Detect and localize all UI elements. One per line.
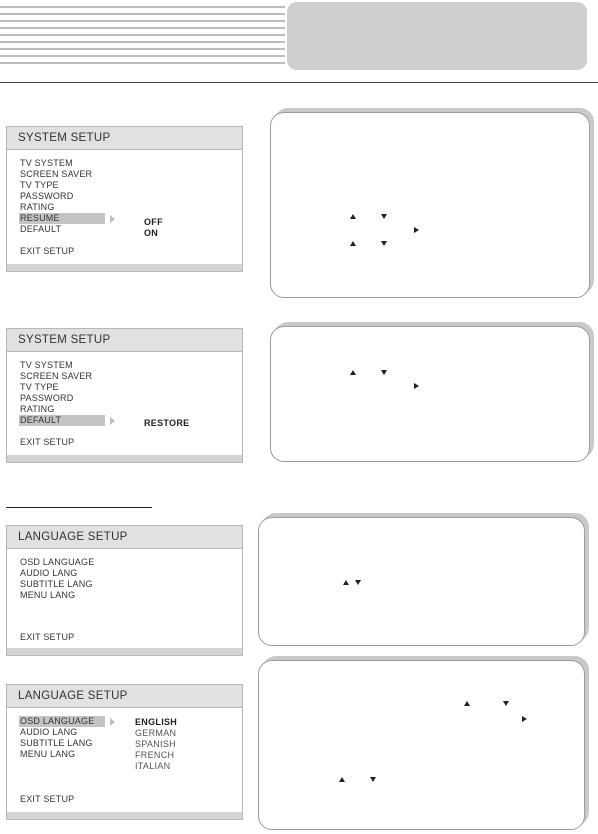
- note-panel-resume: [270, 112, 590, 298]
- menu-item-default[interactable]: DEFAULT: [20, 224, 62, 234]
- menu-item-menu-lang[interactable]: MENU LANG: [20, 749, 76, 759]
- menu-item-subtitle-lang[interactable]: SUBTITLE LANG: [20, 738, 93, 748]
- option-spanish[interactable]: SPANISH: [135, 739, 176, 749]
- down-arrow-icon: [355, 580, 361, 585]
- down-arrow-icon: [370, 777, 376, 782]
- right-arrow-icon: [414, 227, 419, 233]
- note-panel-default: [270, 326, 590, 462]
- menu-item-resume[interactable]: RESUME: [19, 213, 105, 224]
- option-english[interactable]: ENGLISH: [135, 717, 178, 727]
- up-arrow-icon: [339, 777, 345, 782]
- menu-item-tv-system[interactable]: TV SYSTEM: [20, 158, 73, 168]
- menu-item-tv-type[interactable]: TV TYPE: [20, 180, 59, 190]
- option-off[interactable]: OFF: [144, 217, 163, 227]
- menu-title: LANGUAGE SETUP: [7, 526, 242, 549]
- menu-item-screen-saver[interactable]: SCREEN SAVER: [20, 169, 93, 179]
- note-panel-osd: [258, 660, 585, 830]
- system-setup-menu-default: [6, 328, 243, 463]
- menu-item-screen-saver[interactable]: SCREEN SAVER: [20, 371, 93, 381]
- down-arrow-icon: [503, 701, 509, 706]
- menu-item-tv-system[interactable]: TV SYSTEM: [20, 360, 73, 370]
- menu-footer: [7, 455, 242, 462]
- menu-item-exit-setup[interactable]: EXIT SETUP: [20, 632, 75, 642]
- header-rule: [0, 82, 598, 83]
- menu-item-menu-lang[interactable]: MENU LANG: [20, 590, 76, 600]
- menu-item-osd-language[interactable]: OSD LANGUAGE: [20, 557, 95, 567]
- note-panel-language: [258, 517, 585, 646]
- menu-item-audio-lang[interactable]: AUDIO LANG: [20, 568, 78, 578]
- submenu-arrow-icon: [110, 718, 115, 726]
- menu-item-tv-type[interactable]: TV TYPE: [20, 382, 59, 392]
- header-stripes: [0, 6, 300, 66]
- option-italian[interactable]: ITALIAN: [135, 761, 171, 771]
- menu-item-osd-language[interactable]: OSD LANGUAGE: [19, 716, 105, 727]
- menu-title: LANGUAGE SETUP: [7, 685, 242, 708]
- up-arrow-icon: [464, 701, 470, 706]
- menu-item-exit-setup[interactable]: EXIT SETUP: [20, 437, 75, 447]
- menu-item-audio-lang[interactable]: AUDIO LANG: [20, 727, 78, 737]
- language-setup-menu: [6, 525, 243, 656]
- menu-item-default[interactable]: DEFAULT: [19, 415, 105, 426]
- right-arrow-icon: [522, 716, 527, 722]
- submenu-arrow-icon: [110, 215, 115, 223]
- menu-footer: [7, 264, 242, 271]
- menu-footer: [7, 648, 242, 655]
- menu-item-password[interactable]: PASSWORD: [20, 191, 74, 201]
- menu-footer: [7, 812, 242, 819]
- menu-item-subtitle-lang[interactable]: SUBTITLE LANG: [20, 579, 93, 589]
- option-german[interactable]: GERMAN: [135, 728, 177, 738]
- up-arrow-icon: [350, 214, 356, 219]
- down-arrow-icon: [381, 370, 387, 375]
- menu-title: SYSTEM SETUP: [7, 329, 242, 352]
- option-french[interactable]: FRENCH: [135, 750, 175, 760]
- menu-item-exit-setup[interactable]: EXIT SETUP: [20, 794, 75, 804]
- down-arrow-icon: [381, 241, 387, 246]
- submenu-arrow-icon: [110, 417, 115, 425]
- option-restore[interactable]: RESTORE: [144, 418, 190, 428]
- right-arrow-icon: [414, 383, 419, 389]
- menu-item-exit-setup[interactable]: EXIT SETUP: [20, 246, 75, 256]
- language-setup-menu-osd: [6, 684, 243, 820]
- menu-item-rating[interactable]: RATING: [20, 202, 55, 212]
- header-tab: [287, 2, 587, 70]
- up-arrow-icon: [350, 370, 356, 375]
- option-on[interactable]: ON: [144, 228, 159, 238]
- up-arrow-icon: [343, 580, 349, 585]
- menu-title: SYSTEM SETUP: [7, 127, 242, 150]
- up-arrow-icon: [350, 241, 356, 246]
- system-setup-menu-resume: [6, 126, 243, 272]
- section-heading-underline: [6, 507, 152, 508]
- menu-item-password[interactable]: PASSWORD: [20, 393, 74, 403]
- menu-item-rating[interactable]: RATING: [20, 404, 55, 414]
- down-arrow-icon: [381, 214, 387, 219]
